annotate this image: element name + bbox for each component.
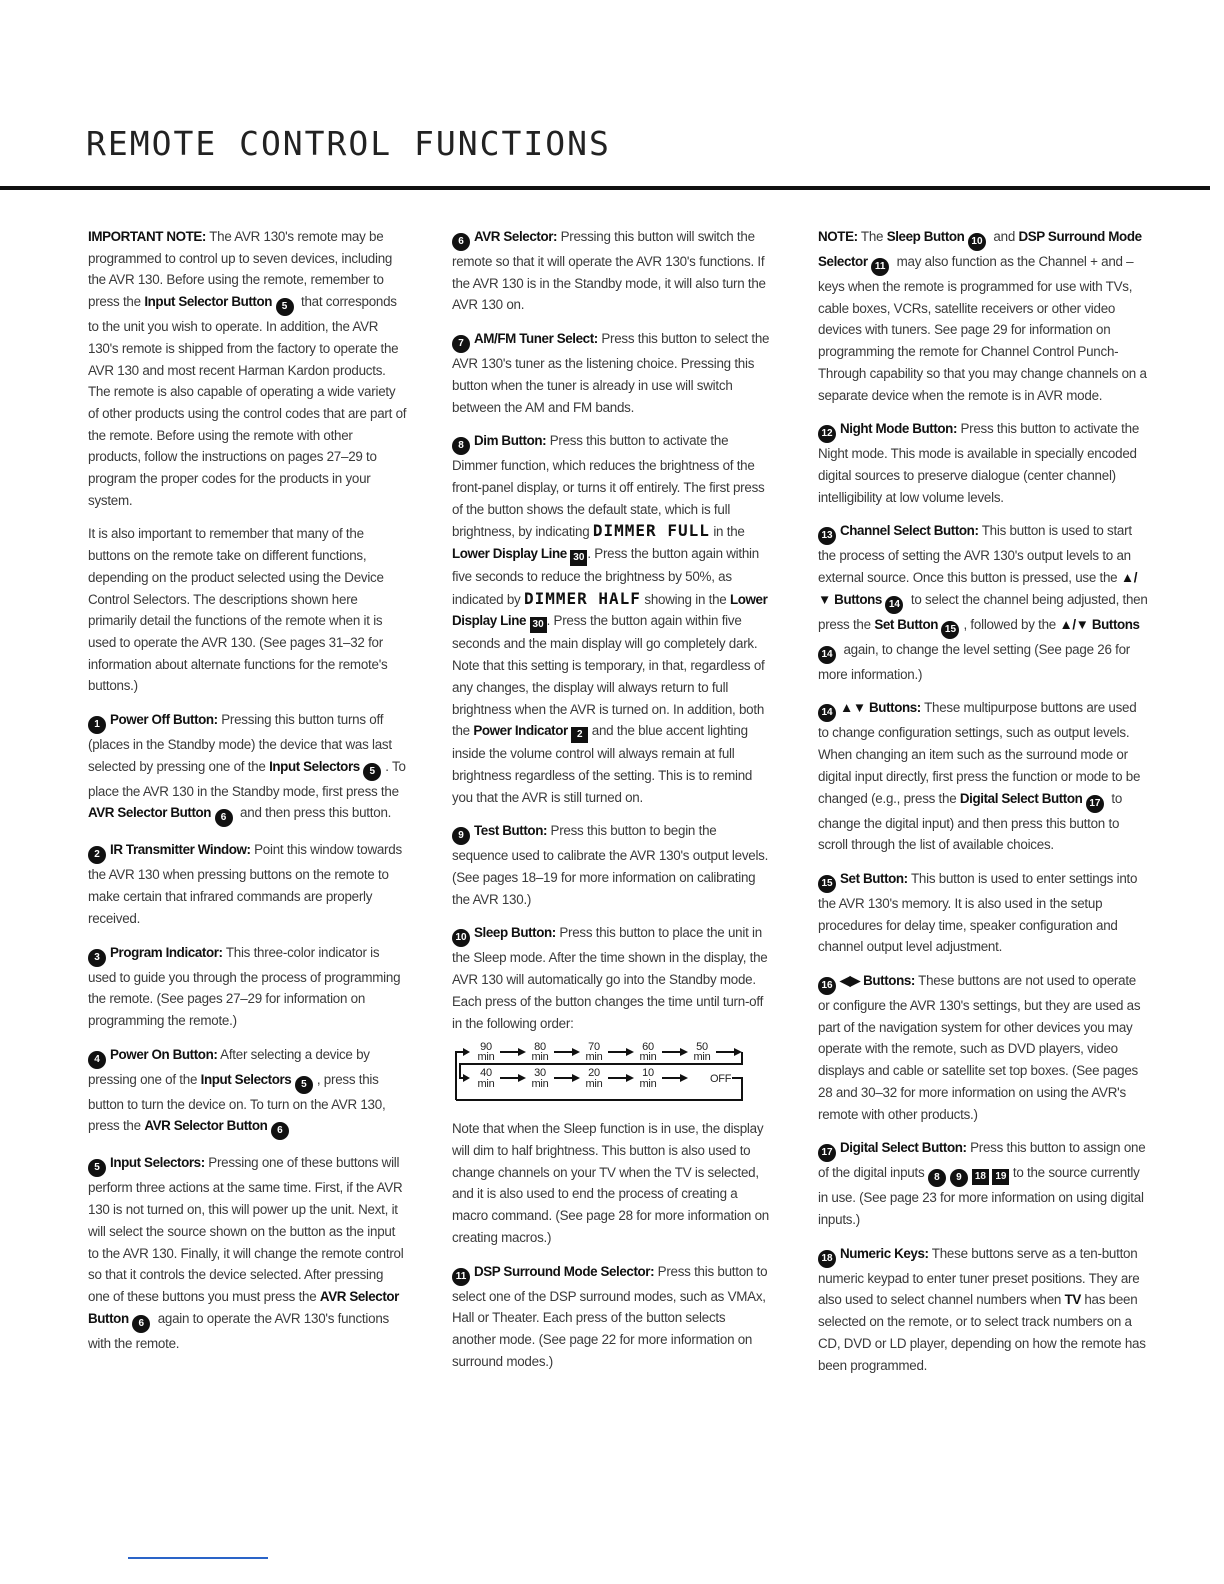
header-rule <box>0 186 1210 190</box>
text: After selecting a device by pressing one of the <box>88 1046 370 1087</box>
sleep-time-value: 90 <box>480 1041 492 1054</box>
bold-term: Sleep Button <box>886 229 965 244</box>
item-label: AVR Selector: <box>474 229 558 244</box>
bold-term: Set Button <box>874 616 938 632</box>
display-readout: DIMMER HALF <box>523 588 641 608</box>
callout-number: 6 <box>132 1315 150 1333</box>
item-label: Channel Select Button: <box>840 523 979 539</box>
sleep-time-value: 50 <box>696 1041 708 1054</box>
text: again, to change the level setting (See page 26 for more information.) <box>818 641 1130 682</box>
callout-number: 17 <box>818 1144 836 1162</box>
item-label: DSP Surround Mode Selector: <box>474 1263 655 1279</box>
callout-number: 15 <box>818 875 836 893</box>
sleep-time-unit: min <box>693 1051 711 1064</box>
bold-term: DSP Surround Mode Selector <box>818 229 1142 269</box>
text: Press this button to place the unit in the Sleep mode. After the time shown in the display, the AVR 130 will automatically go into the Standby mode. Each press of the button changes the time until turn-off in the following order: <box>452 925 768 1031</box>
item-label: AM/FM Tuner Select: <box>474 331 598 347</box>
text: Press this button to assign one of the digital inputs <box>818 1140 1146 1181</box>
callout-number: 8 <box>928 1169 946 1187</box>
sleep-time-unit: min <box>639 1051 657 1064</box>
callout-number: 10 <box>968 233 986 251</box>
item-label: Night Mode Button: <box>840 421 957 437</box>
column-2 <box>452 226 772 1384</box>
sleep-time-unit: min <box>477 1051 495 1064</box>
sleep-sequence-svg <box>452 1038 752 1104</box>
callout-number: 14 <box>818 704 836 722</box>
arrow-head <box>518 1048 526 1056</box>
callout-number: 6 <box>215 809 233 827</box>
text: . To place the AVR 130 in the Standby mode, first press the <box>88 758 406 799</box>
bold-term: Lower Display Line <box>452 591 768 629</box>
item-program-indicator <box>88 942 408 1032</box>
column-3 <box>818 226 1148 1388</box>
sleep-sequence-diagram <box>452 1038 772 1104</box>
text: may also function as the Channel + and – keys when the remote is programmed for use with TVs, cable boxes, VCRs, satellite receivers or other video devices with tuners. See page 29 for information on programming the remote for Channel Control Punch-Through capability so that you may change channels on a separate device when the remote is in AVR mode. <box>818 254 1147 403</box>
callout-number: 17 <box>1086 795 1104 813</box>
text: , press this button to turn the device on. To turn on the AVR 130, press the <box>88 1071 386 1134</box>
callout-number: 12 <box>818 425 836 443</box>
text: . Press the button again within five seconds and the main display will go completely dark. Note that this setting is temporary, in that, regardless of any changes, the display will always return to full brightness when the AVR is turned on. In addition, both the <box>452 613 765 739</box>
bold-term: AVR Selector Button <box>88 1288 399 1326</box>
callout-square: 19 <box>992 1169 1009 1185</box>
arrow-head <box>680 1074 688 1082</box>
text: and then press this button. <box>236 805 392 821</box>
callout-number: 6 <box>271 1122 289 1140</box>
text: Pressing this button turns off (places in the Standby mode) the device that was last selected by pressing one of the <box>88 712 392 774</box>
text: to select the channel being adjusted, then press the <box>818 591 1148 632</box>
arrow-head <box>518 1074 526 1082</box>
callout-number: 3 <box>88 949 106 967</box>
text: that corresponds to the unit you wish to operate. In addition, the AVR 130's remote is shipped from the factory to operate the AVR 130 and most recent Harman Kardon products. The remote is also capable of operating a wide variety of other products using the control codes that are part of the remote. Before using the remote with other products, follow the instructions on pages 27–29 to program the proper codes for the products in your system. <box>88 294 407 508</box>
callout-number: 7 <box>452 335 470 353</box>
bold-term: Input Selectors <box>200 1071 292 1087</box>
paragraph: It is also important to remember that many of the buttons on the remote take on different functions, depending on the product selected using the Device Control Selectors. The descriptions shown here primarily detail the functions of the remote when it is used to operate the AVR 130. (See pages 31–32 for information about alternate functions for the remote's buttons.) <box>88 526 388 694</box>
arrow-head <box>626 1048 634 1056</box>
item-label: Power On Button: <box>110 1046 218 1062</box>
display-readout: DIMMER FULL <box>592 521 710 541</box>
callout-number: 13 <box>818 527 836 545</box>
sleep-time-value: 70 <box>588 1041 600 1054</box>
item-label: IR Transmitter Window: <box>110 842 251 858</box>
sleep-note: Note that when the Sleep function is in use, the display will dim to half brightness. This button is also used to change channels on your TV when the TV is selected, and it is also used to end the process of creating a macro command. (See page 28 for more information on creating macros.) <box>452 1121 769 1245</box>
sleep-time-value: 40 <box>480 1067 492 1080</box>
text: This three-color indicator is used to guide you through the process of programming the remote. (See pages 27–29 for information on programming the remote.) <box>88 944 401 1028</box>
text: and the blue accent lighting inside the volume control will always remain at full brightness regardless of the setting. This is to remind you that the AVR is still turned on. <box>452 723 753 805</box>
arrow-head <box>463 1048 470 1056</box>
sleep-time-unit: min <box>585 1051 603 1064</box>
important-note-label: IMPORTANT NOTE: <box>88 229 206 244</box>
callout-number: 1 <box>88 716 106 734</box>
callout-number: 6 <box>452 233 470 251</box>
text: to change the digital input) and then press this button to scroll through the list of available choices. <box>818 790 1123 853</box>
sleep-time-unit: min <box>531 1078 549 1091</box>
text: , followed by the <box>963 616 1060 632</box>
text: Pressing this button will switch the remote so that it will operate the AVR 130's functions. If the AVR 130 is in the Standby mode, it will also turn the AVR 130 on. <box>452 229 766 313</box>
callout-number: 9 <box>950 1169 968 1187</box>
text: This button is used to start the process of setting the AVR 130's output levels to an external source. Once this button is pressed, use the <box>818 523 1132 586</box>
item-power-off <box>88 709 408 827</box>
callout-number: 9 <box>452 827 470 845</box>
channel-note <box>818 226 1148 406</box>
item-label: Program Indicator: <box>110 944 223 960</box>
note-label: NOTE: <box>818 229 858 244</box>
footer-accent-line <box>128 1557 268 1559</box>
item-label: Numeric Keys: <box>840 1245 929 1261</box>
callout-square: 2 <box>571 727 588 743</box>
item-input-selectors <box>88 1152 408 1354</box>
item-up-down-buttons <box>818 697 1148 856</box>
text: and <box>989 229 1019 244</box>
bold-term: Lower Display Line <box>452 546 567 562</box>
bold-term: TV <box>1064 1292 1081 1308</box>
arrow-head <box>572 1074 580 1082</box>
callout-number: 14 <box>885 596 903 614</box>
callout-number: 16 <box>818 977 836 995</box>
sleep-time-value: 80 <box>534 1041 546 1054</box>
item-label: Power Off Button: <box>110 712 218 728</box>
callout-number: 11 <box>452 1268 470 1286</box>
page-title: REMOTE CONTROL FUNCTIONS <box>86 124 611 163</box>
text: Pressing one of these buttons will perform three actions at the same time. First, if the AVR 130 is not turned on, this will power up the unit. Next, it will select the source shown on the button as the input to the AVR 130. Finally, it will change the remote control so that it controls the device selected. After pressing one of these buttons you must press the <box>88 1155 404 1304</box>
item-left-right-buttons <box>818 970 1148 1125</box>
callout-square: 30 <box>530 617 547 633</box>
item-power-on <box>88 1044 408 1141</box>
bold-term: ▲/▼ Buttons <box>818 570 1138 607</box>
item-label: ◀▶ Buttons: <box>840 973 915 989</box>
bold-term: Power Indicator <box>473 723 568 739</box>
callout-number: 10 <box>452 929 470 947</box>
sleep-time-unit: min <box>477 1078 495 1091</box>
callout-number: 5 <box>276 298 294 316</box>
text: . Press the button again within five seconds to reduce the brightness by 50%, as indicated by <box>452 546 759 607</box>
callout-number: 5 <box>363 763 381 781</box>
callout-number: 11 <box>871 258 889 276</box>
item-numeric-keys <box>818 1243 1148 1377</box>
item-label: Set Button: <box>840 870 908 886</box>
bold-term: Input Selectors <box>269 758 360 774</box>
callout-number: 5 <box>295 1076 313 1094</box>
item-set-button <box>818 868 1148 958</box>
callout-square: 18 <box>972 1169 989 1185</box>
arrow-head <box>680 1048 688 1056</box>
callout-square: 30 <box>570 550 587 566</box>
callout-number: 4 <box>88 1051 106 1069</box>
sleep-time-value: 10 <box>642 1067 654 1080</box>
item-ir-window <box>88 839 408 929</box>
bold-term: Digital Select Button <box>959 790 1083 806</box>
text: The AVR 130's remote may be programmed to control up to seven devices, including the AVR 130. Before using the remote, remember to press the <box>88 229 393 310</box>
item-dsp-surround <box>452 1261 772 1373</box>
text: These buttons serve as a ten-button numeric keypad to enter tuner preset positions. They are also used to select channel numbers when <box>818 1245 1140 1308</box>
callout-number: 18 <box>818 1250 836 1268</box>
bold-term: AVR Selector Button <box>88 805 212 821</box>
callout-number: 15 <box>941 621 959 639</box>
arrow-head <box>463 1074 470 1082</box>
callout-number: 5 <box>88 1159 106 1177</box>
text: Point this window towards the AVR 130 when pressing buttons on the remote to make certain that infrared commands are properly received. <box>88 842 402 926</box>
text: showing in the <box>640 591 730 607</box>
item-dim-button <box>452 430 772 808</box>
item-label: Digital Select Button: <box>840 1140 967 1156</box>
sleep-time-value: 20 <box>588 1067 600 1080</box>
item-label: Sleep Button: <box>474 925 556 941</box>
text: in the <box>709 524 745 540</box>
column-1 <box>88 226 408 1366</box>
item-label: ▲▼ Buttons: <box>840 700 921 716</box>
text: Press this button to select one of the DSP surround modes, such as VMAx, Hall or Theater. Each press of the button selects another mode. (See page 22 for more information on surround modes.) <box>452 1263 768 1369</box>
item-night-mode <box>818 418 1148 508</box>
sleep-time-unit: min <box>585 1078 603 1091</box>
text: has been selected on the remote, or to select track numbers on a CD, DVD or LD player, depending on how the remote has been programmed. <box>818 1292 1146 1373</box>
item-tuner-select <box>452 328 772 418</box>
sleep-time-value: 60 <box>642 1041 654 1054</box>
arrow-head <box>626 1074 634 1082</box>
text: Press this button to select the AVR 130's tuner as the listening choice. Pressing this button when the tuner is already in use will switch between the AM and FM bands. <box>452 331 770 415</box>
text: Press this button to activate the Night mode. This mode is available in specially encoded digital sources to preserve dialogue (center channel) intelligibility at low volume levels. <box>818 421 1140 505</box>
sleep-time-unit: min <box>531 1051 549 1064</box>
item-digital-select <box>818 1137 1148 1230</box>
important-note <box>88 226 408 511</box>
item-channel-select <box>818 520 1148 685</box>
sleep-time-value: 30 <box>534 1067 546 1080</box>
bold-term: ▲/▼ Buttons <box>1059 616 1140 632</box>
bold-term: AVR Selector Button <box>144 1118 268 1134</box>
item-label: Input Selectors: <box>110 1155 205 1171</box>
text: The <box>857 229 887 244</box>
text: This button is used to enter settings into the AVR 130's memory. It is also used in the setup procedures for delay time, speaker configuration and channel output level adjustment. <box>818 870 1138 955</box>
text: These multipurpose buttons are used to change configuration settings, such as output levels. When changing an item such as the surround mode or digital input directly, first press the function or mode to be changed (e.g., press the <box>818 700 1141 806</box>
arrow-head <box>572 1048 580 1056</box>
sleep-time-unit: min <box>639 1078 657 1091</box>
item-avr-selector <box>452 226 772 316</box>
text: to the source currently in use. (See page 23 for more information on using digital inputs.) <box>818 1165 1144 1227</box>
item-label: Dim Button: <box>474 433 547 449</box>
text: Press this button to begin the sequence used to calibrate the AVR 130's output levels. (See pages 18–19 for more information on calibrating the AVR 130.) <box>452 823 769 907</box>
bold-term: Input Selector Button <box>144 294 273 310</box>
sleep-off-label: OFF <box>710 1073 732 1086</box>
callout-number: 14 <box>818 646 836 664</box>
callout-number: 8 <box>452 437 470 455</box>
text: again to operate the AVR 130's functions with the remote. <box>88 1310 389 1351</box>
text: These buttons are not used to operate or configure the AVR 130's settings, but they are used as part of the navigation system for other devices you may operate with the remote, such as DVD players, video displays and cable or satellite set top boxes. (See pages 28 and 30–32 for more information on using the AVR's remote with other products.) <box>818 973 1141 1122</box>
item-label: Test Button: <box>474 823 548 839</box>
callout-number: 2 <box>88 846 106 864</box>
item-test-button <box>452 820 772 910</box>
item-sleep-button <box>452 922 772 1034</box>
arrow-head <box>734 1048 742 1056</box>
text: Press this button to activate the Dimmer function, which reduces the brightness of the front-panel display, or turns it off entirely. The first press of the button shows the default state, which is full brightness, by indicating <box>452 433 765 540</box>
